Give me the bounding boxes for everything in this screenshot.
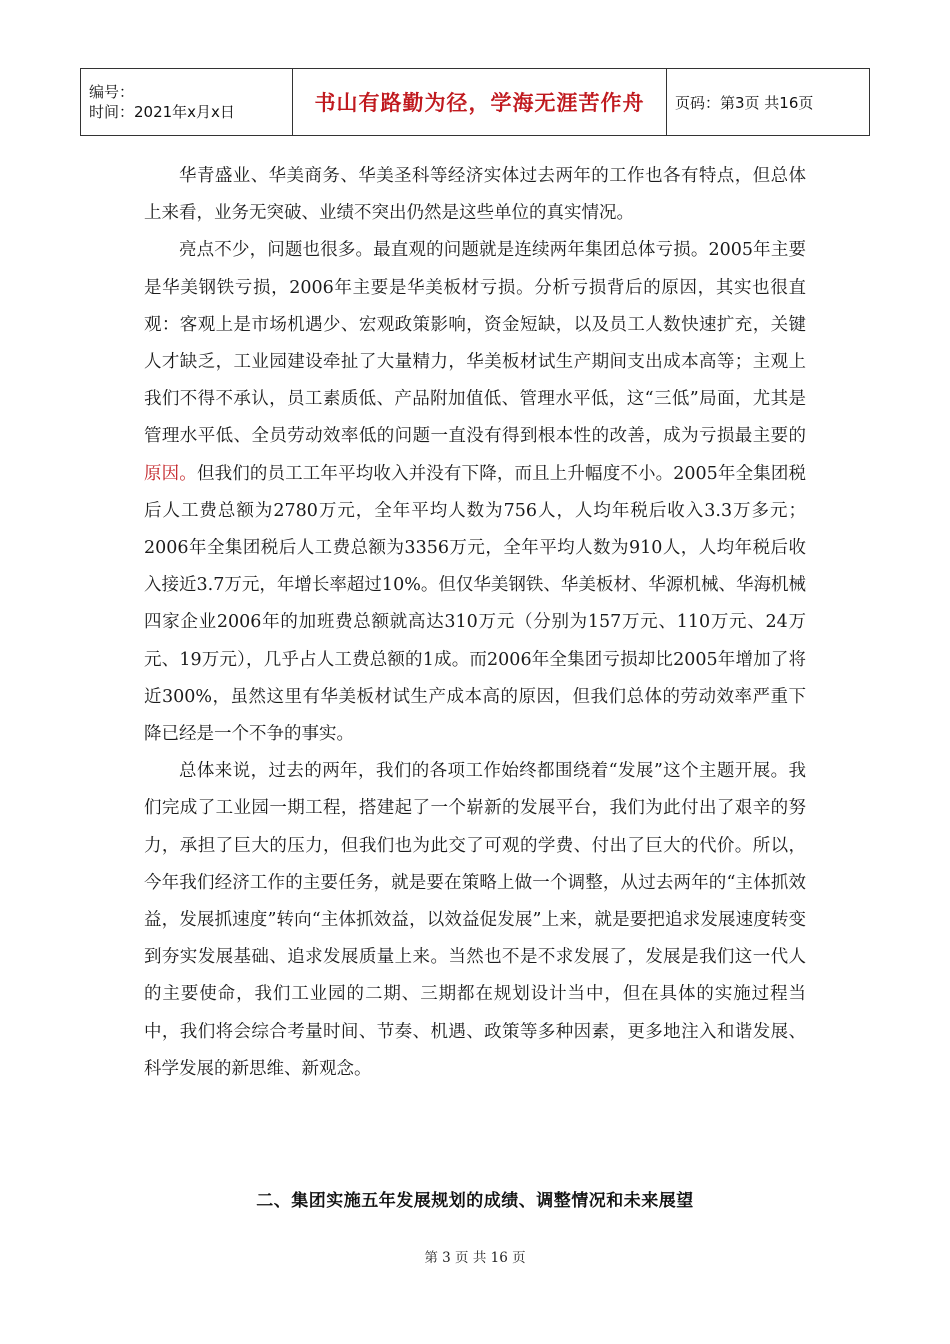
header-page-info: 页码：第3页 共16页 bbox=[667, 69, 870, 136]
page-footer: 第 3 页 共 16 页 bbox=[424, 1250, 526, 1266]
document-time-label: 时间：2021年x月x日 bbox=[89, 103, 235, 121]
header-meta-cell bbox=[81, 69, 293, 136]
paragraph bbox=[144, 232, 806, 753]
body-text bbox=[144, 158, 806, 1088]
page-header bbox=[80, 68, 870, 136]
header-motto: 书山有路勤为径，学海无涯苦作舟 bbox=[293, 69, 667, 136]
paragraph-text: 总体来说，过去的两年，我们的各项工作始终都围绕着“发展”这个主题开展。我们完成了工业园一期工程，搭建起了一个崭新的发展平台，我们为此付出了艰辛的努力，承担了巨大的压力，但我们也为此交了可观的学费、付出了巨大的代价。所以，今年我们经济工作的主要任务，就是要在策略上做一个调整，从过去两年的“主体抓效益，发展抓速度”转向“主体抓效益，以效益促发展”上来，就是要把追求发展速度转变到夯实发展基础、追求发展质量上来。当然也不是不求发展了，发展是我们这一代人的主要使命，我们工业园的二期、三期都在规划设计当中，但在具体的实施过程当中，我们将会综合考量时间、节奏、机遇、政策等多种因素，更多地注入和谐发展、科学发展的新思维、新观念。 bbox=[144, 761, 806, 1079]
section-heading: 二、集团实施五年发展规划的成绩、调整情况和未来展望 bbox=[256, 1191, 694, 1211]
document-number-label: 编号： bbox=[89, 83, 135, 101]
paragraph-text: 亮点不少，问题也很多。最直观的问题就是连续两年集团总体亏损。2005年主要是华美钢铁亏损，2006年主要是华美板材亏损。分析亏损背后的原因，其实也很直观：客观上是市场机遇少、宏观政策影响，资金短缺，以及员工人数快速扩充，关键人才缺乏，工业园建设牵扯了大量精力，华美板材试生产期间支出成本高等；主观上我们不得不承认，员工素质低、产品附加值低、管理水平低，这“三低”局面，尤其是管理水平低、全员劳动效率低的问题一直没有得到根本性的改善，成为亏损最主要的 bbox=[144, 240, 806, 447]
paragraph bbox=[144, 158, 806, 232]
paragraph bbox=[144, 753, 806, 1088]
paragraph-text: 但我们的员工工年平均收入并没有下降，而且上升幅度不小。2005年全集团税后人工费总额为2780万元，全年平均人数为756人，人均年税后收入3.3万多元；2006年全集团税后人工费总额为3356万元，全年平均人数为910人，人均年税后收入接近3.7万元，年增长率超过10%。但仅华美钢铁、华美板材、华源机械、华海机械四家企业2006年的加班费总额就高达310万元（分别为157万元、110万元、24万元、19万元），几乎占人工费总额的1成。而2006年全集团亏损却比2005年增加了将近300%，虽然这里有华美板材试生产成本高的原因，但我们总体的劳动效率严重下降已经是一个不争的事实。 bbox=[144, 463, 806, 745]
paragraph-text: 华青盛业、华美商务、华美圣科等经济实体过去两年的工作也各有特点，但总体上来看，业务无突破、业绩不突出仍然是这些单位的真实情况。 bbox=[144, 166, 806, 224]
highlighted-text: 原因。 bbox=[144, 463, 197, 484]
